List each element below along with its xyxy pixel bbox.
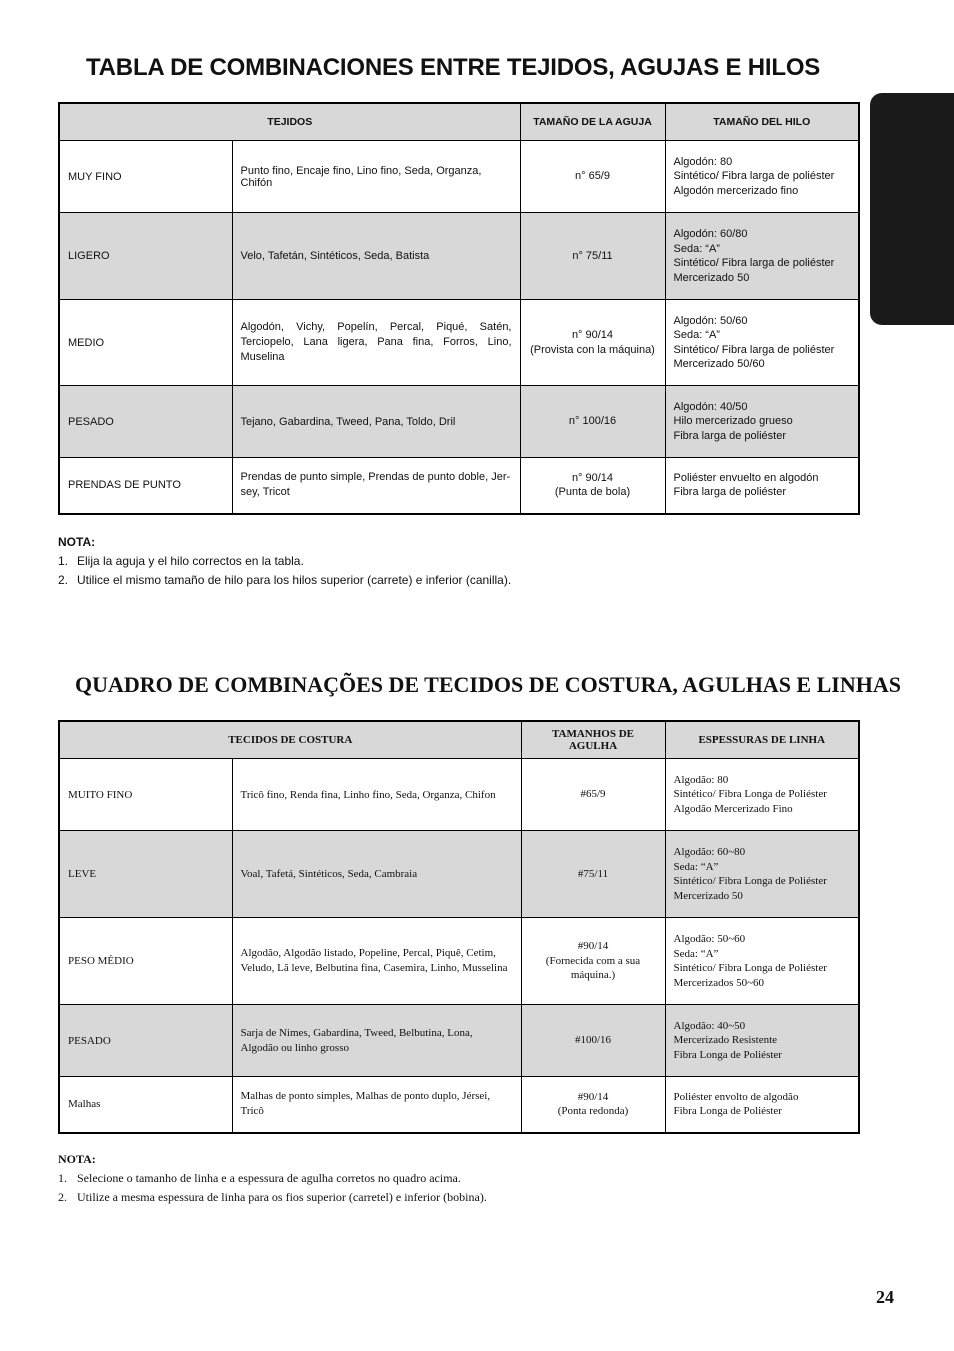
needle-size: #65/9: [521, 759, 665, 831]
header-fabrics: TEJIDOS: [59, 103, 520, 141]
fabric-weight: PESADO: [59, 1005, 232, 1077]
table-row: [59, 1005, 859, 1077]
side-tab-line: CONHEÇA SUA MÁQUINA DE COSTURA: [41, 102, 53, 288]
header-fabrics: TECIDOS DE COSTURA: [59, 721, 521, 759]
combination-table-es: [58, 102, 860, 515]
fabric-types: Punto fino, Encaje fino, Lino fino, Seda, Organza, Chifón: [232, 141, 520, 213]
table-row: [59, 458, 859, 514]
table-row: [59, 300, 859, 386]
side-tab-line: KNOWING YOUR SEWING MACHINE: [7, 102, 18, 276]
thread-size: Poliéster envuelto en algodón Fibra larga de poliéster: [665, 458, 859, 514]
fabric-weight: LIGERO: [59, 213, 232, 300]
notes-pt: [58, 1150, 487, 1207]
header-needle: TAMANHOS DE AGULHA: [521, 721, 665, 759]
needle-size: #75/11: [521, 831, 665, 918]
thread-size: Algodón: 40/50 Hilo mercerizado grueso Fibra larga de poliéster: [665, 386, 859, 458]
needle-size: #90/14 (Fornecida com a sua máquina.): [521, 918, 665, 1005]
table-row: [59, 1077, 859, 1133]
fabric-types: Voal, Tafetá, Sintéticos, Seda, Cambraia: [232, 831, 521, 918]
fabric-types: Malhas de ponto simples, Malhas de ponto duplo, Jérsei, Tricô: [232, 1077, 521, 1133]
needle-size: n° 100/16: [520, 386, 665, 458]
table-row: [59, 759, 859, 831]
header-thread: TAMAÑO DEL HILO: [665, 103, 859, 141]
needle-size: #100/16: [521, 1005, 665, 1077]
fabric-weight: PESO MÉDIO: [59, 918, 232, 1005]
table-row: [59, 831, 859, 918]
needle-size: #90/14 (Ponta redonda): [521, 1077, 665, 1133]
fabric-types: Sarja de Nimes, Gabardina, Tweed, Belbutina, Lona, Algodão ou linho grosso: [232, 1005, 521, 1077]
chapter-side-tab: [870, 93, 954, 325]
fabric-types: Velo, Tafetán, Sintéticos, Seda, Batista: [232, 213, 520, 300]
fabric-weight: MEDIO: [59, 300, 232, 386]
fabric-types: Algodón, Vichy, Popelín, Percal, Piqué, Satén, Terciopelo, Lana ligera, Pana fina, Forros, Lino, Muselina: [232, 300, 520, 386]
thread-size: Algodón: 60/80 Seda: “A” Sintético/ Fibra larga de poliéster Mercerizado 50: [665, 213, 859, 300]
header-needle: TAMAÑO DE LA AGUJA: [520, 103, 665, 141]
chapter-side-tab-text: [7, 102, 53, 322]
fabric-types: Algodão, Algodão listado, Popeline, Percal, Piquê, Cetim, Veludo, Lã leve, Belbutina fina, Casemira, Linho, Musselina: [232, 918, 521, 1005]
page-title-es: TABLA DE COMBINACIONES ENTRE TEJIDOS, AGUJAS E HILOS: [86, 54, 821, 81]
needle-size: n° 90/14 (Punta de bola): [520, 458, 665, 514]
note-title: NOTA:: [58, 1152, 96, 1166]
note-title: NOTA:: [58, 535, 96, 549]
page-number: 24: [876, 1287, 894, 1307]
fabric-weight: MUITO FINO: [59, 759, 232, 831]
fabric-types: Prendas de punto simple, Prendas de punto doble, Jer-sey, Tricot: [232, 458, 520, 514]
thread-size: Algodão: 60~80 Seda: “A” Sintético/ Fibra Longa de Poliéster Mercerizado 50: [665, 831, 859, 918]
note-item: 1. Selecione o tamanho de linha e a espessura de agulha corretos no quadro acima.: [58, 1171, 461, 1185]
table-row: [59, 141, 859, 213]
needle-size: n° 90/14 (Provista con la máquina): [520, 300, 665, 386]
note-item: 2. Utilice el mismo tamaño de hilo para los hilos superior (carrete) e inferior (canilla).: [58, 573, 512, 587]
side-tab-line: CONOZCA SU MÁQUINA DE COSER: [30, 102, 41, 275]
notes-es: [58, 533, 511, 590]
fabric-types: Tejano, Gabardina, Tweed, Pana, Toldo, Dril: [232, 386, 520, 458]
fabric-weight: Malhas: [59, 1077, 232, 1133]
header-thread: ESPESSURAS DE LINHA: [665, 721, 859, 759]
table-row: [59, 213, 859, 300]
note-item: 2. Utilize a mesma espessura de linha para os fios superior (carretel) e inferior (bobina).: [58, 1190, 487, 1204]
combination-table-pt: [58, 720, 860, 1134]
fabric-weight: LEVE: [59, 831, 232, 918]
page-title-pt: QUADRO DE COMBINAÇÕES DE TECIDOS DE COSTURA, AGULHAS E LINHAS: [75, 672, 901, 697]
table-row: [59, 918, 859, 1005]
thread-size: Poliéster envolto de algodão Fibra Longa de Poliéster: [665, 1077, 859, 1133]
thread-size: Algodão: 40~50 Mercerizado Resistente Fibra Longa de Poliéster: [665, 1005, 859, 1077]
side-tab-line: CONNAÎTRE SA MACHINE À COUDRE: [18, 102, 30, 284]
table-row: [59, 386, 859, 458]
thread-size: Algodón: 80 Sintético/ Fibra larga de poliéster Algodón mercerizado fino: [665, 141, 859, 213]
thread-size: Algodón: 50/60 Seda: “A” Sintético/ Fibra larga de poliéster Mercerizado 50/60: [665, 300, 859, 386]
thread-size: Algodão: 50~60 Seda: “A” Sintético/ Fibra Longa de Poliéster Mercerizados 50~60: [665, 918, 859, 1005]
note-item: 1. Elija la aguja y el hilo correctos en la tabla.: [58, 554, 304, 568]
fabric-weight: PRENDAS DE PUNTO: [59, 458, 232, 514]
thread-size: Algodão: 80 Sintético/ Fibra Longa de Poliéster Algodão Mercerizado Fino: [665, 759, 859, 831]
fabric-types: Tricô fino, Renda fina, Linho fino, Seda, Organza, Chifon: [232, 759, 521, 831]
needle-size: n° 75/11: [520, 213, 665, 300]
fabric-weight: PESADO: [59, 386, 232, 458]
fabric-weight: MUY FINO: [59, 141, 232, 213]
needle-size: n° 65/9: [520, 141, 665, 213]
